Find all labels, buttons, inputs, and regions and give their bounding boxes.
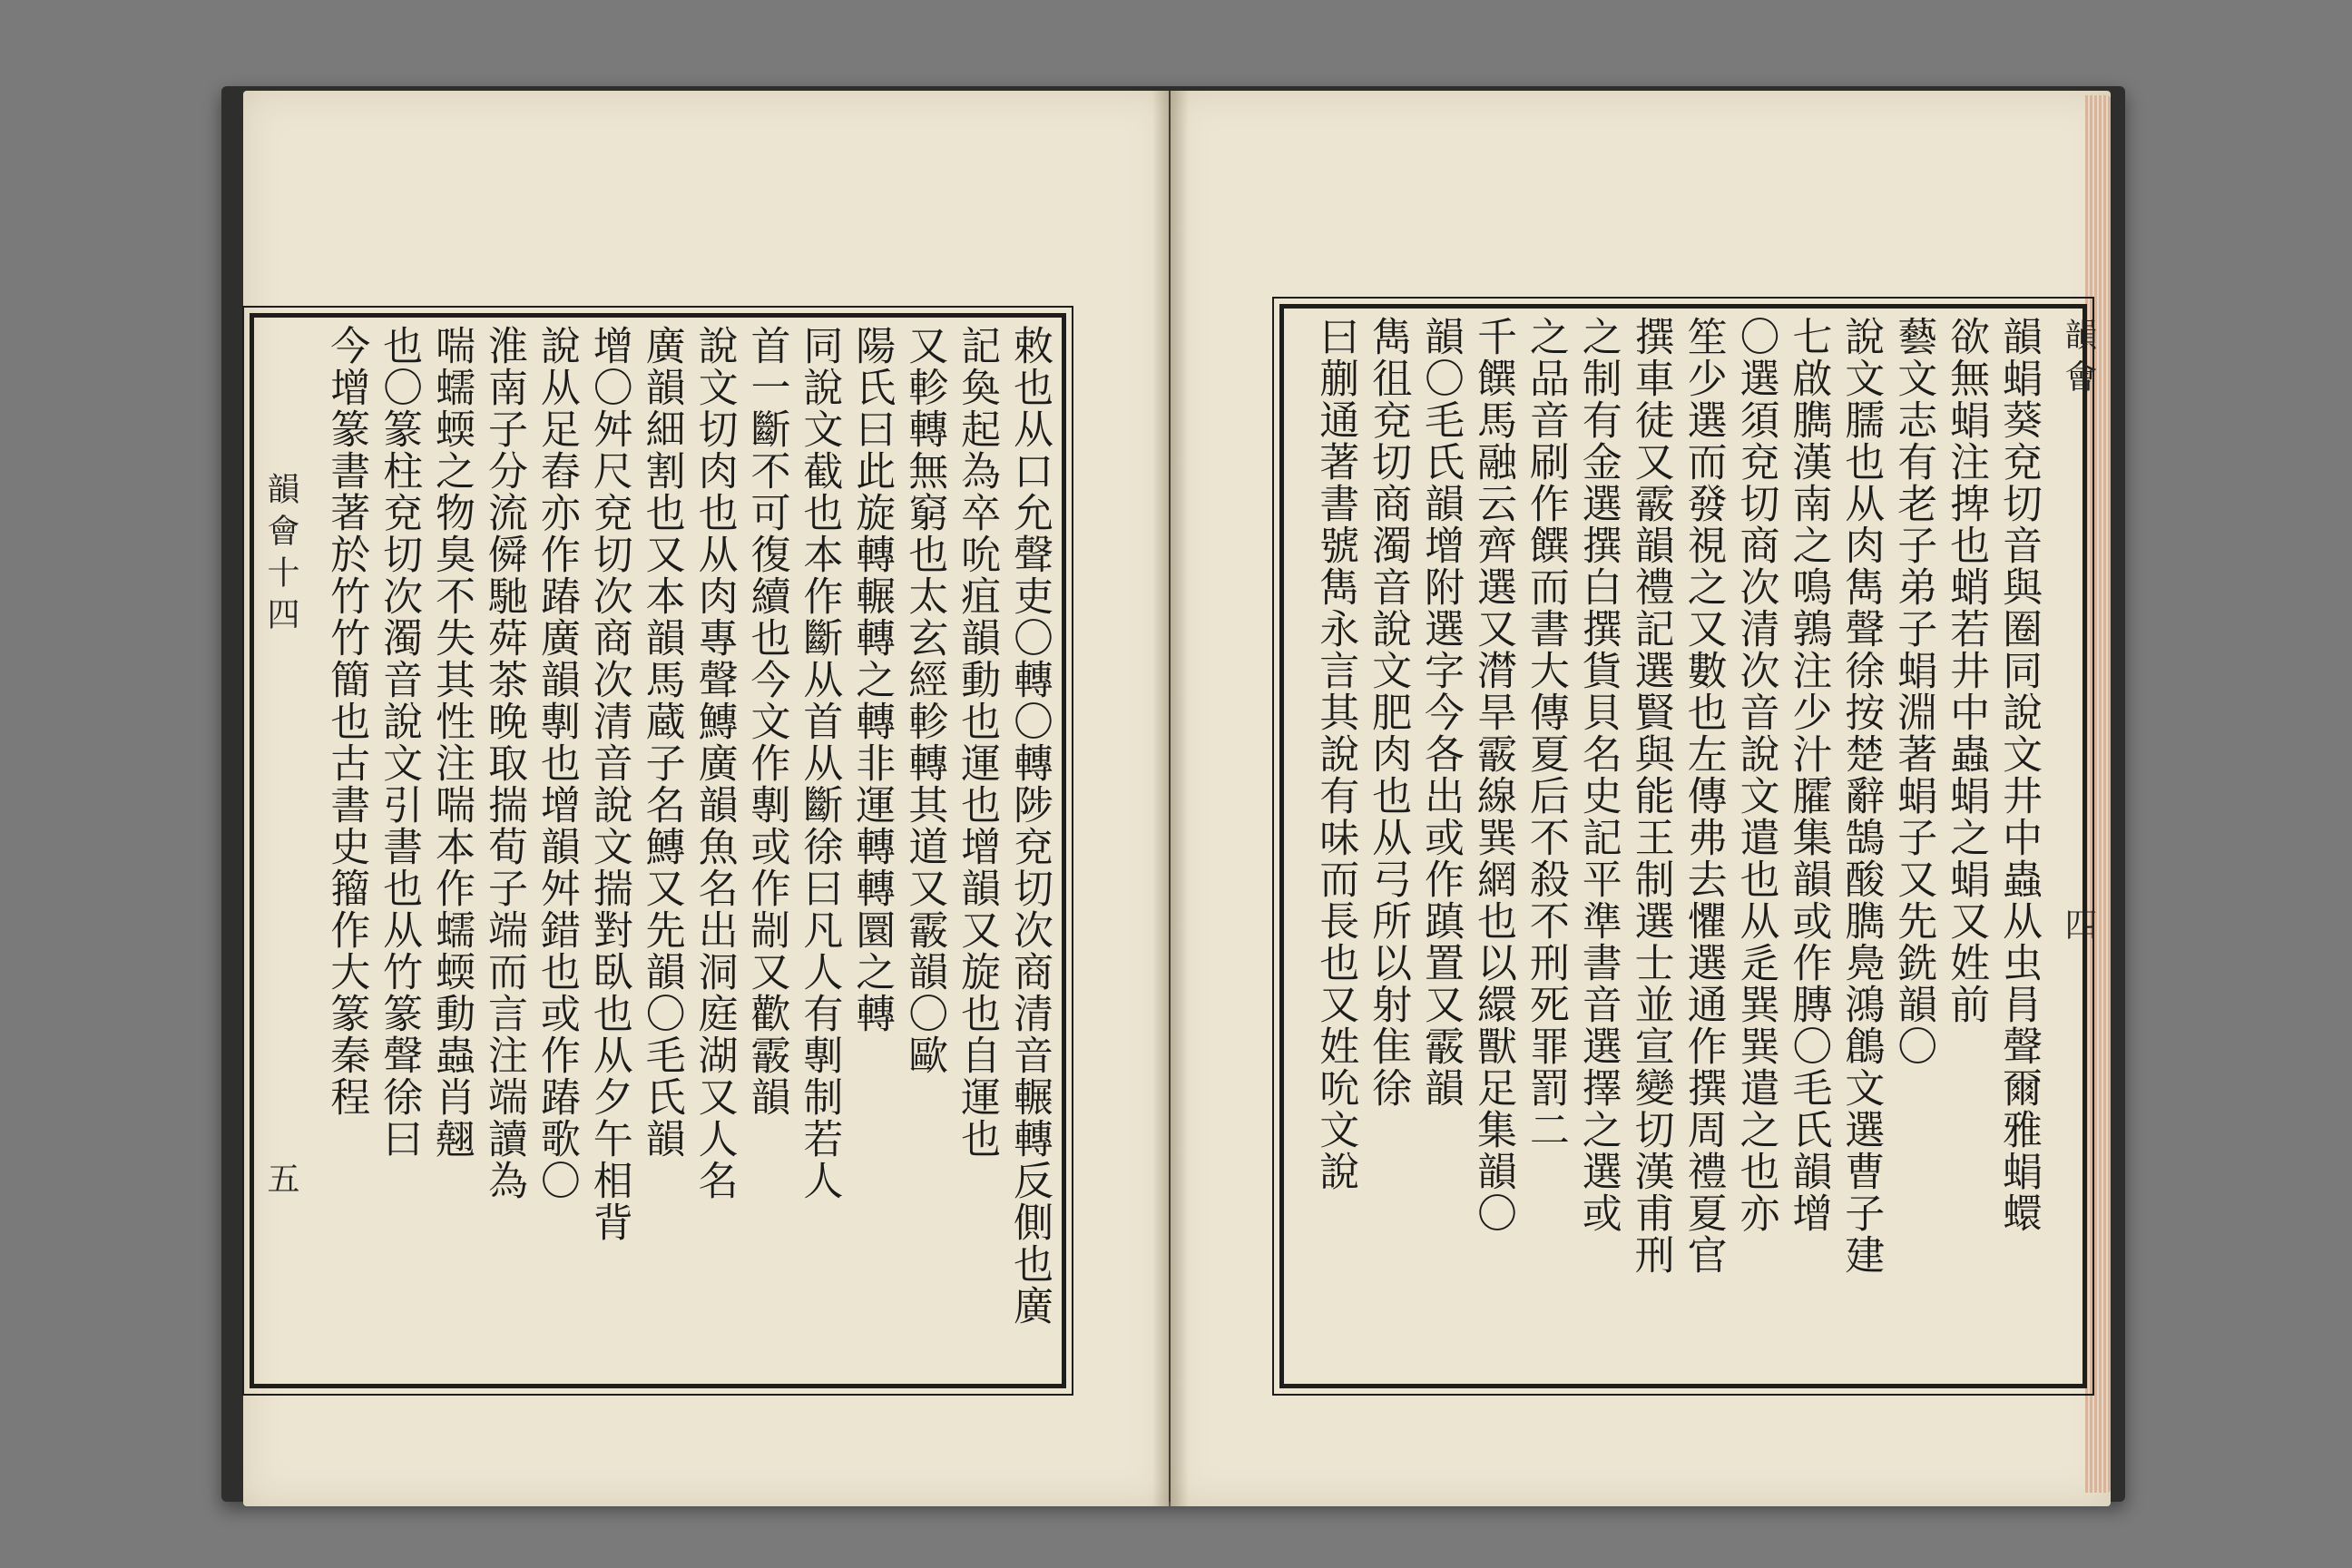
left-column: 首一斷不可復續也今文作剸或作剬又歡霰韻: [743, 325, 790, 1118]
left-column: 記奐起為卒吮疽韻動也運也增韻又旋也自運也: [954, 325, 1001, 1160]
left-column: 淮南子分流僢馳荈茶晚取揣荀子端而言注端讀為: [480, 325, 527, 1201]
right-column: 說文臑也从肉雋聲徐按楚辭鵠酸臇鳧鴻鶬文選曹子建: [1838, 316, 1885, 1276]
right-page-text: [1289, 316, 2042, 1368]
left-column: 同說文截也本作斷从首从斷徐曰凡人有剸制若人: [796, 325, 843, 1201]
left-column: 廣韻細割也又本韻馬蔵子名鱄又先韻〇毛氏韻: [638, 325, 685, 1160]
right-column: 曰蒯通著書號雋永言其說有味而長也又姓吮文說: [1312, 316, 1359, 1192]
book-gutter: [1152, 91, 1189, 1506]
right-page-number: 四: [2060, 907, 2097, 949]
left-page-number: 五: [262, 1161, 299, 1203]
left-page-text: [272, 325, 1053, 1368]
right-column: 笙少選而發視之又數也左傳弗去懼選通作撰周禮夏官: [1680, 316, 1727, 1276]
right-column: 〇選須兗切商次清次音說文遣也从辵巽巽遣之也亦: [1732, 316, 1779, 1234]
left-column: 陽氏曰此旋轉輾轉之轉非運轉轉圜之轉: [848, 325, 896, 1034]
left-column: 說文切肉也从肉專聲鱄廣韻魚名出洞庭湖又人名: [691, 325, 738, 1201]
right-column: 撰車徒又霰韻禮記選賢與能王制選士並宣變切漢甫刑: [1627, 316, 1674, 1276]
right-column: 七啟臇漢南之鳴鶉注少汁臛集韻或作膞〇毛氏韻增: [1785, 316, 1832, 1234]
left-column: 說从足舂亦作踳廣韻剸也增韻舛錯也或作踳歌〇: [533, 325, 580, 1201]
right-column: 之制有金選撰白撰貨貝名史記平準書音選擇之選或: [1574, 316, 1622, 1234]
page-edges: [2085, 95, 2111, 1493]
left-column: 又軫轉無窮也太玄經軫轉其道又霰韻〇歐: [901, 325, 948, 1076]
right-column: 韻蜎葵兗切音與圈同說文井中蟲从虫肙聲爾雅蜎蠉: [1995, 316, 2042, 1234]
right-column: 韻〇毛氏韻增附選字今各出或作蹎置又霰韻: [1417, 316, 1465, 1109]
left-column: 增〇舛尺兗切次商次清音說文揣對臥也从夕午相背: [585, 325, 632, 1243]
left-column: 也〇篆柱兗切次濁音說文引書也从竹篆聲徐曰: [376, 325, 423, 1160]
right-margin-label: 韻會: [2060, 318, 2097, 401]
left-column: 敕也从口允聲吏〇轉〇轉陟兗切次商清音輾轉反側也廣: [1006, 325, 1053, 1327]
right-column: 之品音刷作饌而書大傳夏后不殺不刑死罪罰二: [1522, 316, 1569, 1151]
right-column: 藝文志有老子弟子蜎淵著蜎子又先銑韻〇: [1890, 316, 1937, 1067]
right-column: 欲無蜎注捭也蛸若井中蟲蜎之蜎又姓前: [1943, 316, 1990, 1025]
left-column: 今增篆書著於竹竹簡也古書史籀作大篆秦程: [323, 325, 370, 1118]
right-column: 雋徂兗切商濁音說文肥肉也从弓所以射隹徐: [1365, 316, 1412, 1109]
left-column: 喘蠕蝡之物臭不失其性注喘本作蠕蝡動蟲肖翹: [428, 325, 475, 1160]
left-margin-label: 韻會十四: [262, 472, 299, 639]
right-column: 千饌馬融云齊選又潸旱霰線巽網也以繯獸足集韻〇: [1469, 316, 1516, 1234]
